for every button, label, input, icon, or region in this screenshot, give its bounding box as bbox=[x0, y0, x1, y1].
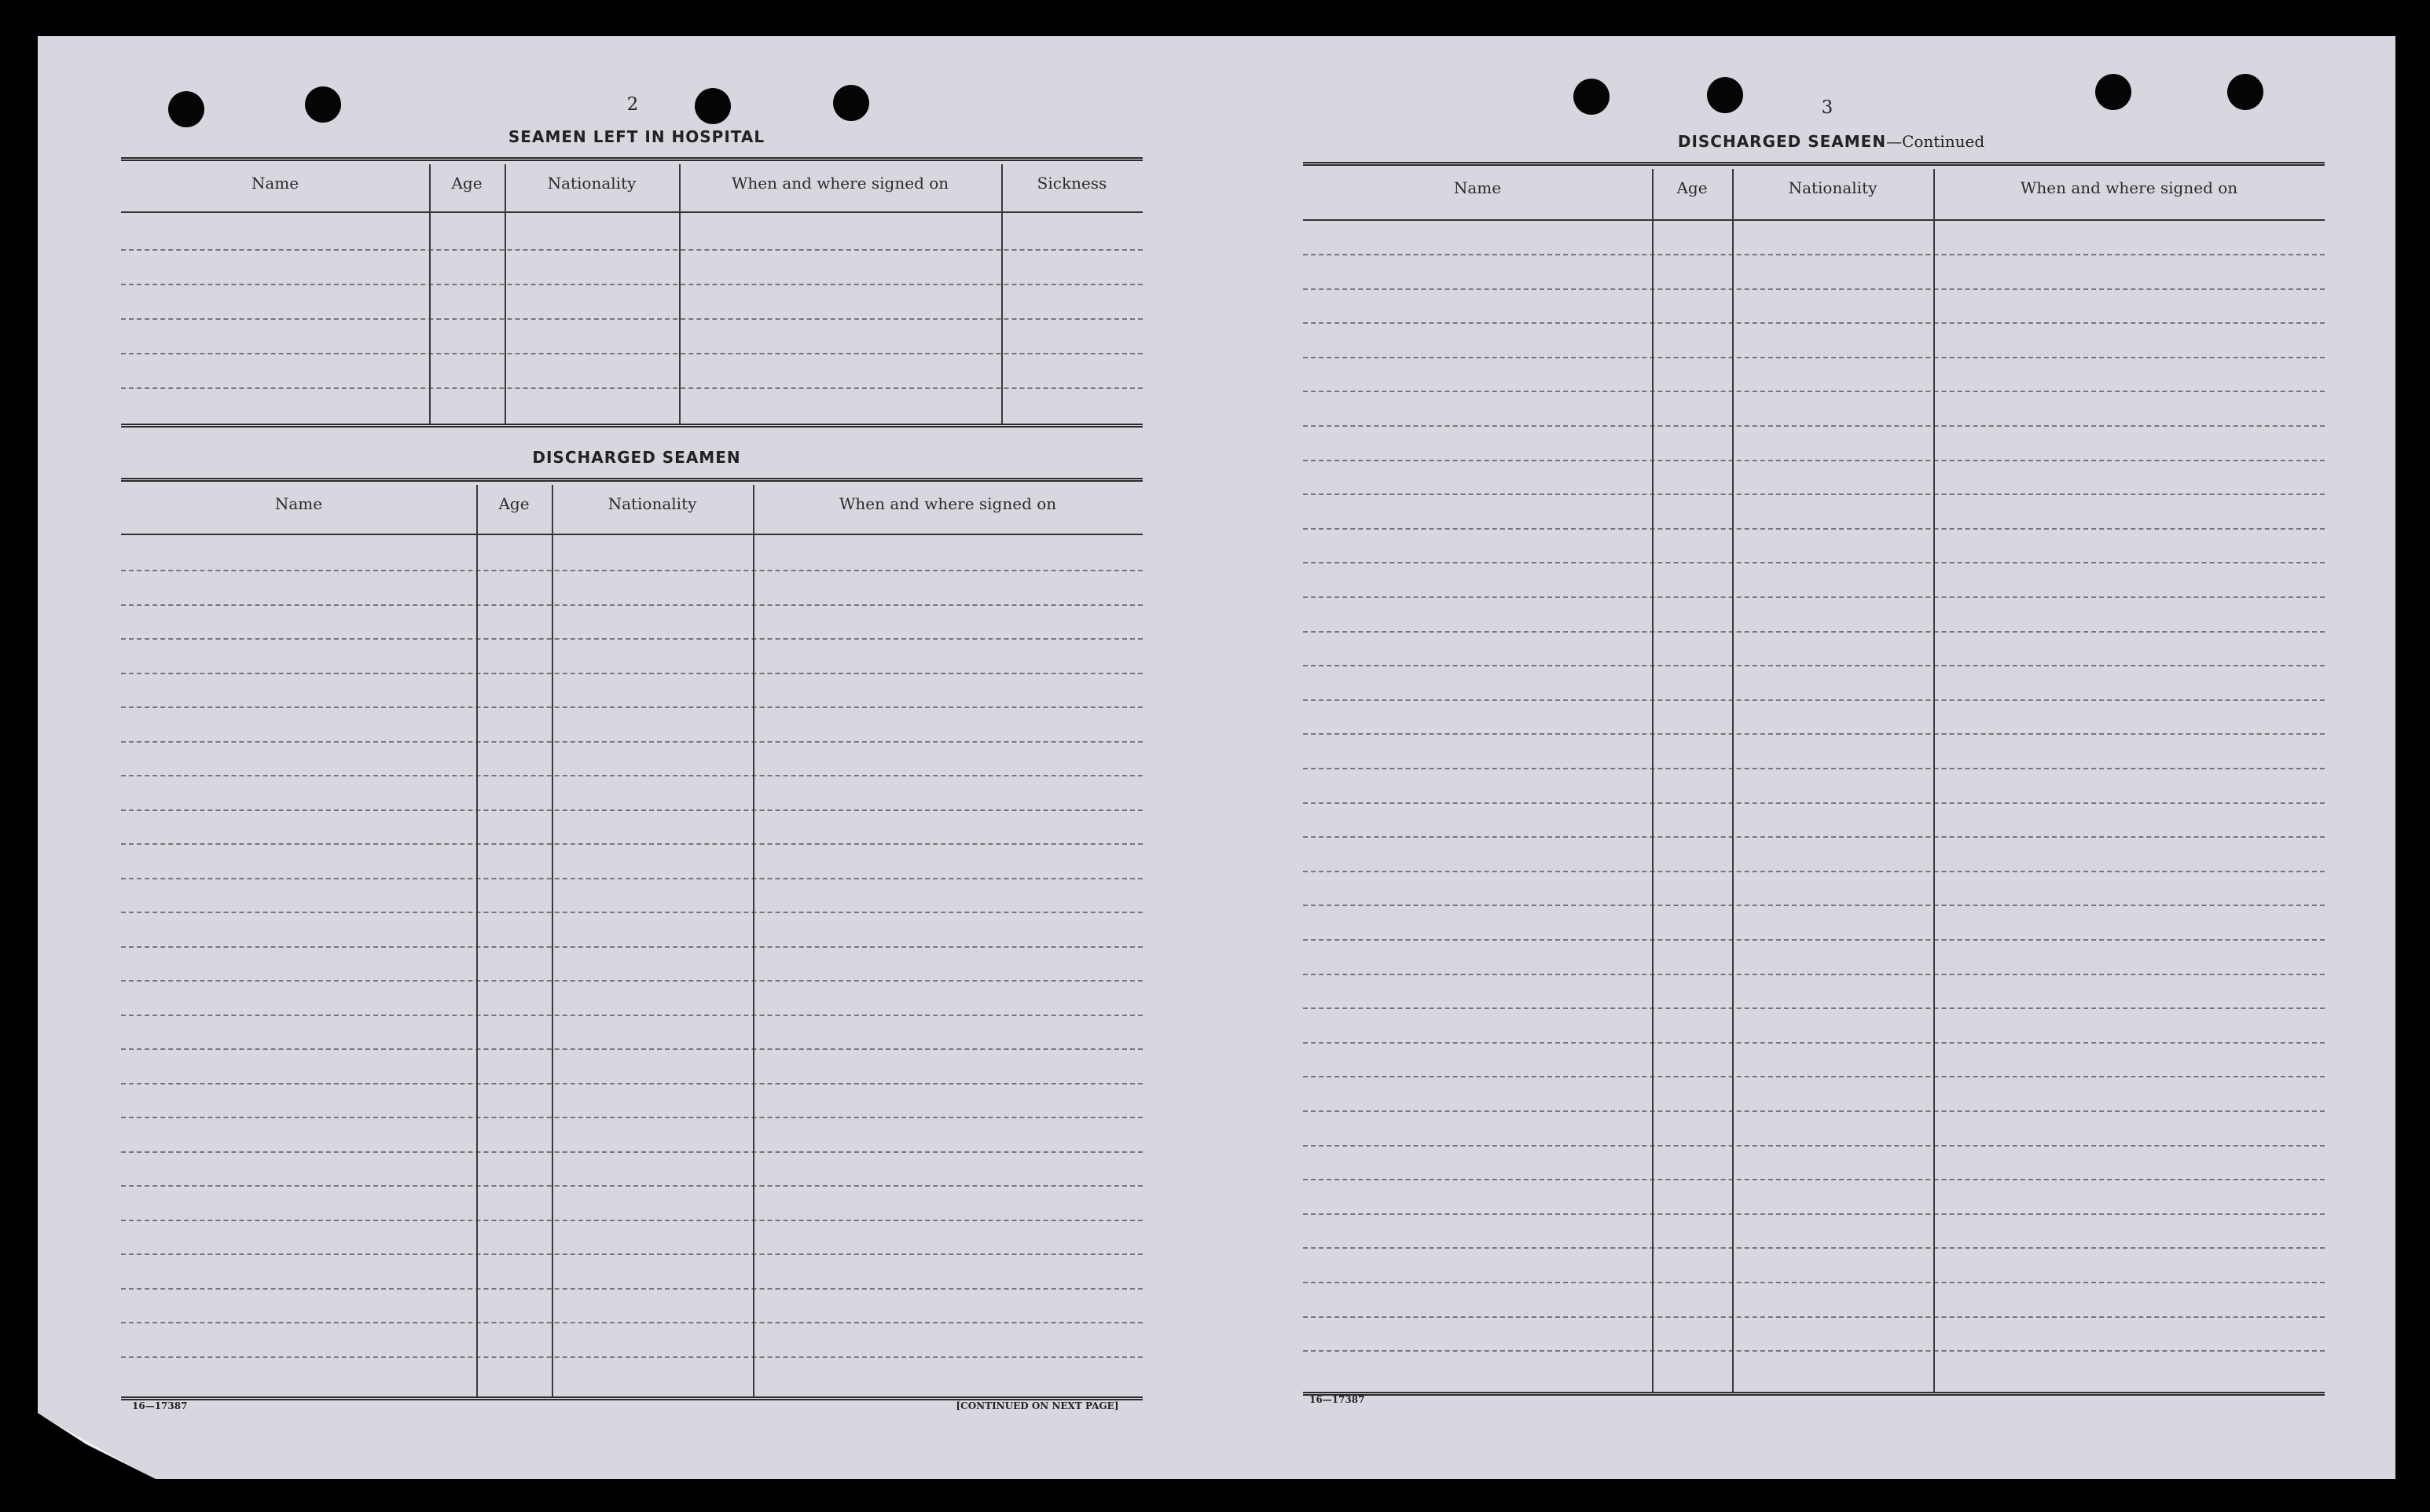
row-line bbox=[1303, 1247, 2325, 1249]
row-line bbox=[1303, 391, 2325, 392]
column-divider bbox=[753, 485, 754, 1396]
column-divider bbox=[429, 164, 431, 424]
row-line bbox=[1303, 871, 2325, 872]
row-line bbox=[1303, 254, 2325, 255]
column-divider bbox=[1933, 169, 1935, 1392]
column-header-signed-on: When and where signed on bbox=[2020, 178, 2238, 197]
row-line bbox=[1303, 974, 2325, 975]
row-line bbox=[1303, 562, 2325, 563]
form-number-right: 16—17387 bbox=[1309, 1394, 1365, 1405]
column-header-name: Name bbox=[251, 174, 299, 193]
row-line bbox=[121, 1015, 1143, 1016]
row-line bbox=[121, 318, 1143, 320]
column-divider bbox=[1001, 164, 1003, 424]
row-line bbox=[1303, 1213, 2325, 1215]
column-header-signed-on: When and where signed on bbox=[731, 174, 949, 193]
hospital-section-title: SEAMEN LEFT IN HOSPITAL bbox=[508, 127, 765, 146]
punch-hole bbox=[305, 86, 341, 123]
discharged-continued-table bbox=[1303, 162, 2325, 1396]
row-line bbox=[1303, 1076, 2325, 1077]
punch-hole bbox=[2227, 74, 2263, 110]
column-header-age: Age bbox=[451, 174, 483, 193]
row-line bbox=[121, 775, 1143, 776]
header-rule bbox=[121, 211, 1143, 213]
punch-hole bbox=[1573, 79, 1610, 115]
row-line bbox=[121, 387, 1143, 389]
column-divider bbox=[552, 485, 553, 1396]
row-line bbox=[1303, 1110, 2325, 1112]
punch-hole bbox=[2095, 74, 2131, 110]
column-header-name: Name bbox=[1453, 178, 1502, 197]
form-number-left: 16—17387 bbox=[132, 1400, 188, 1411]
row-line bbox=[121, 1288, 1143, 1290]
column-header-signed-on: When and where signed on bbox=[839, 494, 1057, 513]
column-header-nationality: Nationality bbox=[1788, 178, 1878, 197]
row-line bbox=[121, 1253, 1143, 1255]
row-line bbox=[1303, 1145, 2325, 1147]
punch-hole bbox=[168, 91, 204, 127]
row-line bbox=[1303, 939, 2325, 941]
title-suffix: —Continued bbox=[1886, 132, 1985, 151]
hospital-table bbox=[121, 157, 1143, 428]
punch-hole bbox=[695, 88, 731, 124]
row-line bbox=[121, 1048, 1143, 1050]
title-text: DISCHARGED SEAMEN bbox=[1677, 132, 1887, 151]
row-line bbox=[121, 249, 1143, 251]
column-divider bbox=[679, 164, 681, 424]
row-line bbox=[1303, 322, 2325, 324]
row-line bbox=[1303, 768, 2325, 769]
row-line bbox=[121, 638, 1143, 640]
row-line bbox=[121, 1151, 1143, 1153]
column-divider bbox=[476, 485, 478, 1396]
column-divider bbox=[505, 164, 506, 424]
header-rule bbox=[1303, 219, 2325, 221]
column-header-sickness: Sickness bbox=[1037, 174, 1107, 193]
row-line bbox=[1303, 733, 2325, 735]
header-rule bbox=[121, 534, 1143, 535]
row-line bbox=[121, 980, 1143, 982]
row-line bbox=[121, 946, 1143, 948]
column-divider bbox=[1652, 169, 1654, 1392]
row-line bbox=[1303, 1282, 2325, 1283]
column-divider bbox=[1732, 169, 1734, 1392]
column-header-nationality: Nationality bbox=[608, 494, 697, 513]
discharged-continued-title bbox=[1611, 132, 2051, 151]
row-line bbox=[1303, 665, 2325, 666]
row-line bbox=[121, 1322, 1143, 1323]
row-line bbox=[1303, 631, 2325, 633]
row-line bbox=[121, 1185, 1143, 1187]
row-line bbox=[121, 741, 1143, 743]
discharged-table bbox=[121, 478, 1143, 1400]
row-line bbox=[1303, 460, 2325, 461]
row-line bbox=[1303, 425, 2325, 427]
row-line bbox=[1303, 596, 2325, 598]
row-line bbox=[121, 912, 1143, 913]
row-line bbox=[1303, 528, 2325, 530]
row-line bbox=[121, 706, 1143, 708]
row-line bbox=[1303, 494, 2325, 495]
row-line bbox=[121, 1117, 1143, 1118]
page-number-right: 3 bbox=[1821, 97, 1834, 118]
column-header-age: Age bbox=[498, 494, 530, 513]
row-line bbox=[121, 570, 1143, 571]
row-line bbox=[121, 878, 1143, 879]
row-line bbox=[1303, 1179, 2325, 1180]
punch-hole bbox=[833, 85, 869, 121]
punch-hole bbox=[1707, 77, 1743, 113]
column-header-age: Age bbox=[1676, 178, 1708, 197]
row-line bbox=[1303, 905, 2325, 906]
row-line bbox=[121, 1220, 1143, 1221]
row-line bbox=[121, 1083, 1143, 1084]
table-bottom-rule bbox=[121, 424, 1143, 428]
row-line bbox=[121, 809, 1143, 811]
column-header-name: Name bbox=[274, 494, 323, 513]
row-line bbox=[121, 843, 1143, 845]
row-line bbox=[1303, 836, 2325, 838]
row-line bbox=[121, 1356, 1143, 1358]
row-line bbox=[1303, 802, 2325, 804]
continued-on-next-page: [CONTINUED ON NEXT PAGE] bbox=[956, 1400, 1119, 1411]
row-line bbox=[121, 673, 1143, 674]
row-line bbox=[1303, 1042, 2325, 1044]
row-line bbox=[121, 353, 1143, 354]
discharged-section-title: DISCHARGED SEAMEN bbox=[532, 448, 741, 467]
page-number-left: 2 bbox=[626, 94, 639, 115]
row-line bbox=[121, 604, 1143, 606]
row-line bbox=[1303, 1316, 2325, 1318]
row-line bbox=[1303, 1350, 2325, 1352]
row-line bbox=[1303, 288, 2325, 290]
table-bottom-rule bbox=[1303, 1392, 2325, 1396]
column-header-nationality: Nationality bbox=[547, 174, 637, 193]
row-line bbox=[121, 284, 1143, 285]
row-line bbox=[1303, 1007, 2325, 1009]
row-line bbox=[1303, 357, 2325, 358]
row-line bbox=[1303, 699, 2325, 701]
